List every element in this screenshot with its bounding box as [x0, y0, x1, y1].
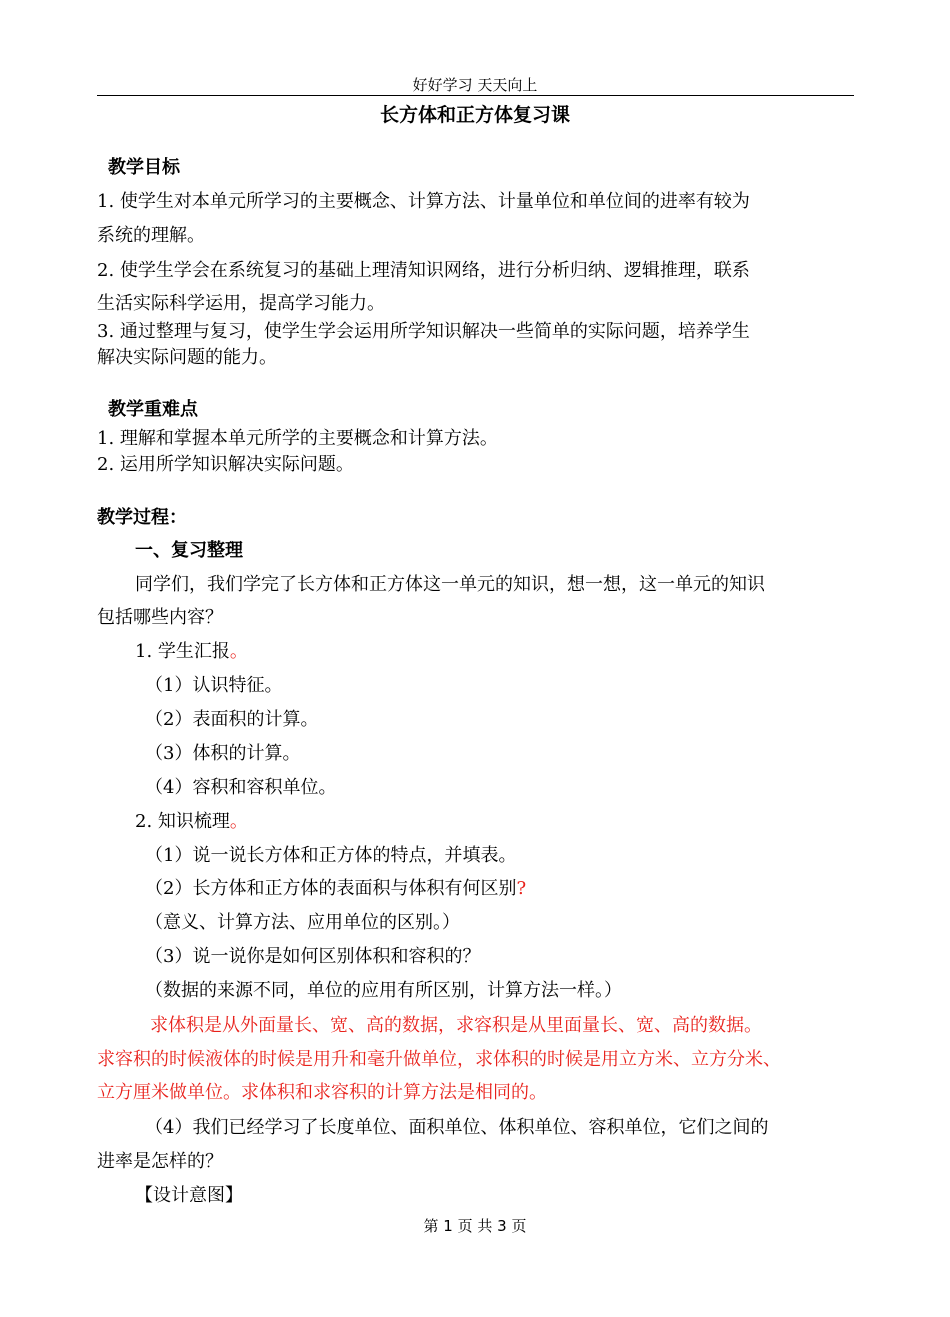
red-note-line-2: 求容积的时候液体的时候是用升和毫升做单位，求体积的时候是用立方米、立方分米、 [97, 1049, 781, 1070]
sort-item-3: （3）说一说你是如何区别体积和容积的？ [145, 946, 481, 967]
objective-3-line-2: 解决实际问题的能力。 [97, 347, 277, 368]
key-point-2: 2. 运用所学知识解决实际问题。 [97, 454, 354, 475]
section-1-heading: 一、复习整理 [135, 540, 243, 561]
red-note-line-3: 立方厘米做单位。求体积和求容积的计算方法是相同的。 [97, 1082, 547, 1103]
key-point-1: 1. 理解和掌握本单元所学的主要概念和计算方法。 [97, 428, 498, 449]
objective-1-line-1: 1. 使学生对本单元所学习的主要概念、计算方法、计量单位和单位间的进率有较为 [97, 191, 750, 212]
key-points-heading: 教学重难点 [108, 399, 198, 420]
header-rule [97, 95, 854, 96]
sort-item-2: （2）长方体和正方体的表面积与体积有何区别? [145, 878, 527, 899]
sort-label: 2. 知识梳理。 [135, 811, 248, 832]
objectives-heading: 教学目标 [108, 157, 180, 178]
objective-2-line-1: 2. 使学生学会在系统复习的基础上理清知识网络，进行分析归纳、逻辑推理，联系 [97, 260, 750, 281]
design-intent-label: 【设计意图】 [135, 1185, 243, 1206]
page-title: 长方体和正方体复习课 [379, 104, 570, 126]
page-footer: 第 1 页 共 3 页 [423, 1217, 527, 1235]
objective-3-line-1: 3. 通过整理与复习，使学生学会运用所学知识解决一些简单的实际问题，培养学生 [97, 321, 750, 342]
sort-item-3-note: （数据的来源不同，单位的应用有所区别，计算方法一样。） [145, 980, 622, 1001]
sort-item-1: （1）说一说长方体和正方体的特点，并填表。 [145, 845, 517, 866]
report-item-4: （4）容积和容积单位。 [145, 777, 337, 798]
objective-2-line-2: 生活实际科学运用，提高学习能力。 [97, 293, 385, 314]
sort-item-2-note: （意义、计算方法、应用单位的区别。） [145, 912, 460, 933]
report-item-1: （1）认识特征。 [145, 675, 283, 696]
page-header: 好好学习 天天向上 [412, 76, 538, 94]
intro-line-1: 同学们，我们学完了长方体和正方体这一单元的知识，想一想，这一单元的知识 [135, 574, 765, 595]
intro-line-2: 包括哪些内容？ [97, 607, 223, 628]
report-item-3: （3）体积的计算。 [145, 743, 301, 764]
sort-item-4-line-2: 进率是怎样的？ [97, 1151, 223, 1172]
red-note-line-1: 求体积是从外面量长、宽、高的数据，求容积是从里面量长、宽、高的数据。 [150, 1015, 762, 1036]
report-label: 1. 学生汇报。 [135, 641, 248, 662]
report-item-2: （2）表面积的计算。 [145, 709, 319, 730]
objective-1-line-2: 系统的理解。 [97, 225, 205, 246]
sort-item-4-line-1: （4）我们已经学习了长度单位、面积单位、体积单位、容积单位，它们之间的 [145, 1117, 769, 1138]
process-heading: 教学过程： [97, 507, 187, 528]
